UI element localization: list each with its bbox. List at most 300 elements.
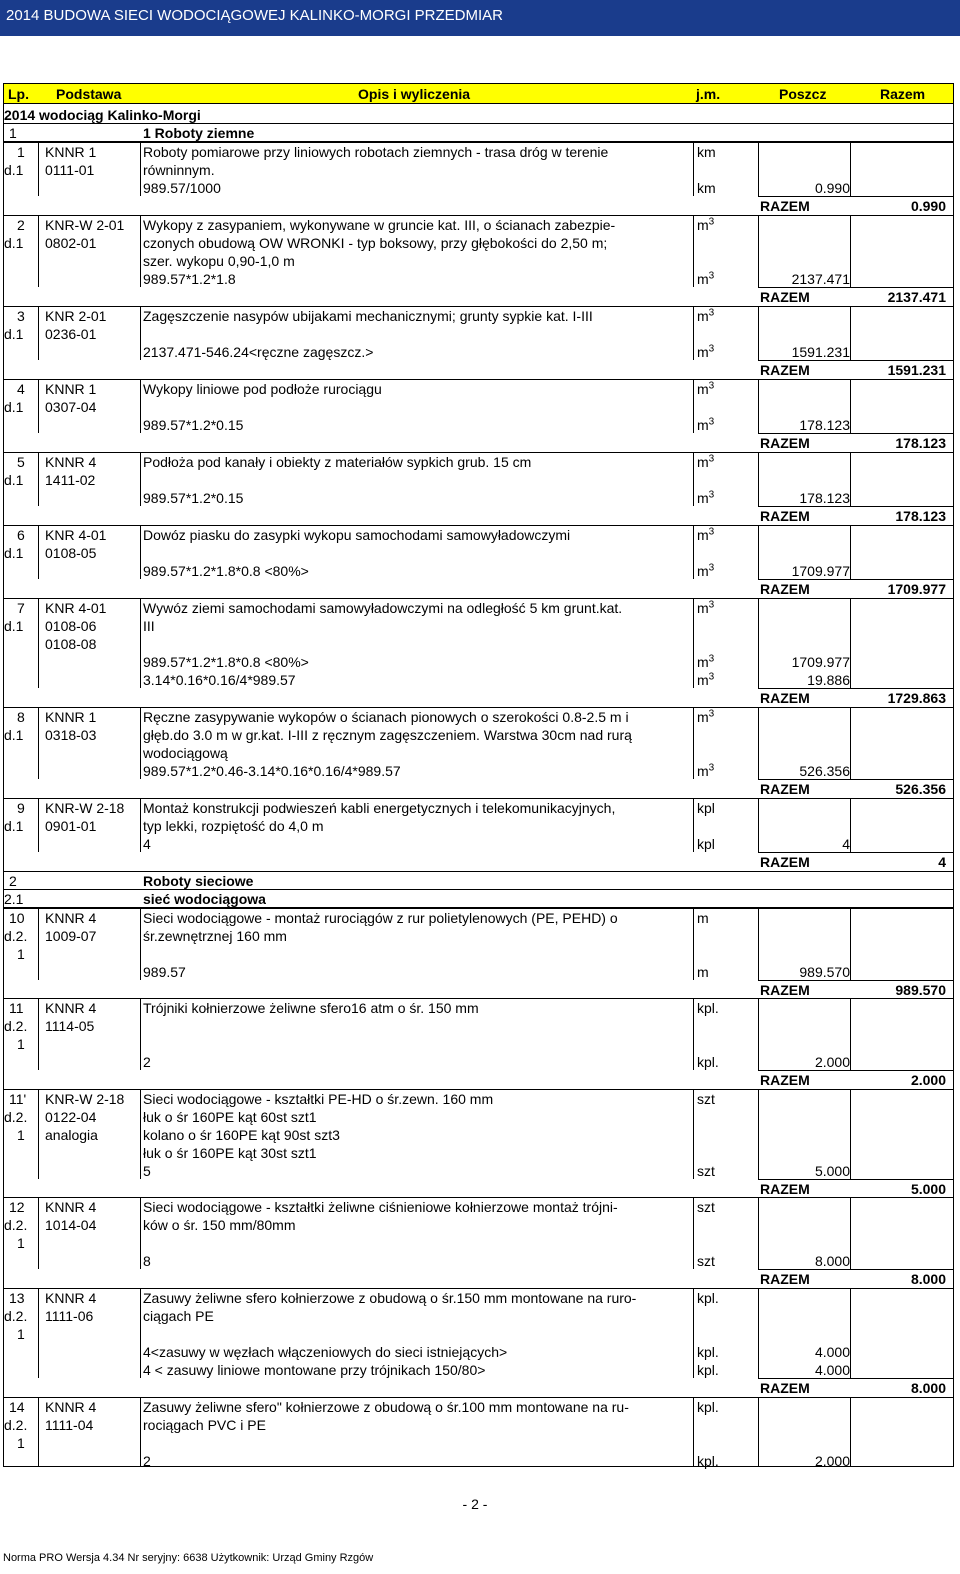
przedmiar-cell: głęb.do 3.0 m w gr.kat. I-III z ręcznym zagęszczeniem. Warstwa 30cm nad rurą bbox=[143, 727, 632, 743]
column-separator bbox=[850, 306, 851, 360]
column-separator bbox=[693, 707, 694, 779]
przedmiar-cell: 4.000 bbox=[814, 1362, 850, 1378]
razem-label: RAZEM bbox=[760, 854, 810, 870]
przedmiar-cell: 1 bbox=[17, 1235, 25, 1251]
razem-label: RAZEM bbox=[760, 1181, 810, 1197]
razem-separator bbox=[758, 688, 954, 689]
przedmiar-cell: $m^3$ bbox=[697, 671, 715, 688]
przedmiar-cell: 2137.471 bbox=[887, 289, 946, 305]
razem-label: RAZEM bbox=[760, 690, 810, 706]
przedmiar-cell: 11' bbox=[9, 1091, 27, 1107]
przedmiar-cell: 14 bbox=[9, 1399, 25, 1415]
column-separator bbox=[38, 1288, 39, 1378]
column-separator bbox=[693, 525, 694, 579]
razem-separator bbox=[758, 433, 954, 434]
razem-separator bbox=[758, 360, 954, 361]
przedmiar-cell: 10 bbox=[9, 910, 25, 926]
razem-label: RAZEM bbox=[760, 198, 810, 214]
przedmiar-cell: d.1 bbox=[4, 818, 24, 834]
przedmiar-cell: 2 bbox=[17, 217, 25, 233]
przedmiar-cell: szt bbox=[697, 1199, 715, 1215]
przedmiar-cell: Zagęszczenie nasypów ubijakami mechanicznymi; grunty sypkie kat. I-III bbox=[143, 308, 593, 324]
przedmiar-cell: Dowóz piasku do zasypki wykopu samochodami samowyładowczymi bbox=[143, 527, 571, 543]
row-separator bbox=[3, 1288, 954, 1289]
column-separator bbox=[850, 215, 851, 287]
column-separator bbox=[850, 908, 851, 980]
column-separator bbox=[850, 798, 851, 852]
column-separator bbox=[38, 1197, 39, 1269]
przedmiar-cell: 4 bbox=[17, 381, 25, 397]
razem-label: RAZEM bbox=[760, 362, 810, 378]
przedmiar-cell: 2 bbox=[143, 1453, 151, 1469]
column-header-podstawa: Podstawa bbox=[56, 86, 122, 102]
przedmiar-cell: kpl. bbox=[697, 1362, 719, 1378]
razem-label: RAZEM bbox=[760, 1380, 810, 1396]
przedmiar-cell: 989.57*1.2*1.8*0.8 <80%> bbox=[143, 563, 309, 579]
przedmiar-cell: 989.57/1000 bbox=[143, 180, 221, 196]
column-separator bbox=[850, 598, 851, 688]
column-separator bbox=[758, 798, 759, 852]
przedmiar-cell: 1 bbox=[17, 144, 25, 160]
przedmiar-cell: 2.000 bbox=[814, 1453, 850, 1469]
przedmiar-cell: KNR-W 2-18 bbox=[45, 800, 125, 816]
column-separator bbox=[693, 379, 694, 433]
row-separator bbox=[3, 1397, 954, 1398]
column-separator bbox=[140, 215, 141, 287]
przedmiar-cell: kpl. bbox=[697, 1399, 719, 1415]
przedmiar-cell: 1111-04 bbox=[45, 1417, 94, 1433]
column-separator bbox=[693, 306, 694, 360]
row-separator bbox=[3, 998, 954, 999]
column-separator bbox=[38, 798, 39, 852]
document-title: 2014 BUDOWA SIECI WODOCIĄGOWEJ KALINKO-MORGI PRZEDMIAR bbox=[6, 7, 504, 24]
przedmiar-cell: 0901-01 bbox=[45, 818, 97, 834]
przedmiar-cell: KNR-W 2-18 bbox=[45, 1091, 125, 1107]
przedmiar-cell: Zasuwy żeliwne sfero kołnierzowe z obudową o śr.150 mm montowane na ruro- bbox=[143, 1290, 637, 1306]
przedmiar-cell: 0.990 bbox=[814, 180, 850, 196]
przedmiar-cell: KNNR 4 bbox=[45, 1000, 97, 1016]
column-separator bbox=[693, 452, 694, 506]
column-separator bbox=[693, 998, 694, 1070]
przedmiar-cell: 8.000 bbox=[910, 1271, 946, 1287]
przedmiar-cell: 2.1 bbox=[4, 891, 24, 907]
przedmiar-cell: kpl bbox=[697, 836, 715, 852]
przedmiar-cell: $m^3$ bbox=[697, 416, 715, 433]
column-separator bbox=[758, 707, 759, 779]
przedmiar-cell: $m^3$ bbox=[697, 762, 715, 779]
przedmiar-cell: 1014-04 bbox=[45, 1217, 97, 1233]
przedmiar-cell: d.1 bbox=[4, 162, 24, 178]
przedmiar-cell: 12 bbox=[9, 1199, 25, 1215]
column-separator bbox=[850, 452, 851, 506]
przedmiar-cell: Podłoża pod kanały i obiekty z materiałów sypkich grub. 15 cm bbox=[143, 454, 532, 470]
przedmiar-cell: kpl. bbox=[697, 1344, 719, 1360]
column-separator bbox=[758, 142, 759, 196]
przedmiar-cell: d.1 bbox=[4, 399, 24, 415]
przedmiar-cell: $m^3$ bbox=[697, 526, 715, 543]
przedmiar-cell: kpl. bbox=[697, 1054, 719, 1070]
column-separator bbox=[693, 1089, 694, 1179]
przedmiar-cell: d.1 bbox=[4, 727, 24, 743]
przedmiar-cell: Sieci wodociągowe - montaż rurociągów z rur polietylenowych (PE, PEHD) o bbox=[143, 910, 618, 926]
column-separator bbox=[38, 525, 39, 579]
przedmiar-cell: 6 bbox=[17, 527, 25, 543]
column-separator bbox=[693, 1288, 694, 1378]
przedmiar-cell: łuk o śr 160PE kąt 60st szt1 bbox=[143, 1109, 317, 1125]
przedmiar-cell: 1 bbox=[17, 1435, 25, 1451]
column-separator bbox=[140, 1397, 141, 1466]
razem-label: RAZEM bbox=[760, 581, 810, 597]
razem-separator bbox=[758, 980, 954, 981]
razem-label: RAZEM bbox=[760, 781, 810, 797]
przedmiar-cell: 5 bbox=[143, 1163, 151, 1179]
column-separator bbox=[140, 908, 141, 980]
przedmiar-cell: KNR 2-01 bbox=[45, 308, 107, 324]
column-separator bbox=[758, 998, 759, 1070]
przedmiar-cell: szt bbox=[697, 1091, 715, 1107]
razem-separator bbox=[758, 1179, 954, 1180]
przedmiar-cell: Wykopy z zasypaniem, wykonywane w gruncie kat. III, o ścianach zabezpie- bbox=[143, 217, 616, 233]
column-separator bbox=[140, 998, 141, 1070]
przedmiar-cell: 2137.471 bbox=[791, 271, 850, 287]
column-separator bbox=[693, 798, 694, 852]
przedmiar-cell: $m^3$ bbox=[697, 562, 715, 579]
przedmiar-cell: równinnym. bbox=[143, 162, 215, 178]
przedmiar-cell: Sieci wodociągowe - kształtki żeliwne ciśnieniowe kołnierzowe montaż trójni- bbox=[143, 1199, 618, 1215]
przedmiar-cell: 178.123 bbox=[895, 508, 946, 524]
przedmiar-cell: 2 bbox=[9, 873, 17, 889]
przedmiar-cell: 989.570 bbox=[799, 964, 850, 980]
przedmiar-cell: 2.000 bbox=[910, 1072, 946, 1088]
przedmiar-cell: Wykopy liniowe pod podłoże rurociągu bbox=[143, 381, 382, 397]
przedmiar-cell: 526.356 bbox=[799, 763, 850, 779]
table-header-row bbox=[3, 83, 954, 104]
column-separator bbox=[693, 215, 694, 287]
przedmiar-cell: 989.57*1.2*1.8 bbox=[143, 271, 236, 287]
column-separator bbox=[850, 1089, 851, 1179]
przedmiar-cell: $m^3$ bbox=[697, 599, 715, 616]
page-number: - 2 - bbox=[462, 1496, 488, 1512]
row-separator bbox=[3, 306, 954, 307]
przedmiar-cell: 1111-06 bbox=[45, 1308, 94, 1324]
przedmiar-cell: 1 bbox=[9, 125, 17, 141]
przedmiar-cell: KNNR 4 bbox=[45, 1399, 97, 1415]
przedmiar-cell: 5 bbox=[17, 454, 25, 470]
przedmiar-cell: KNNR 4 bbox=[45, 1199, 97, 1215]
column-separator bbox=[38, 598, 39, 688]
przedmiar-cell: Wywóz ziemi samochodami samowyładowczymi na odległość 5 km grunt.kat. bbox=[143, 600, 623, 616]
column-separator bbox=[140, 306, 141, 360]
column-separator bbox=[140, 598, 141, 688]
przedmiar-cell: $m^3$ bbox=[697, 708, 715, 725]
przedmiar-cell: kolano o śr 160PE kąt 90st szt3 bbox=[143, 1127, 340, 1143]
row-separator bbox=[3, 707, 954, 708]
section-separator bbox=[3, 141, 954, 142]
przedmiar-cell: 989.57 bbox=[143, 964, 186, 980]
przedmiar-cell: KNR 4-01 bbox=[45, 527, 107, 543]
column-separator bbox=[758, 1089, 759, 1179]
column-header-lp: Lp. bbox=[8, 86, 29, 102]
przedmiar-cell: rociągach PVC i PE bbox=[143, 1417, 266, 1433]
przedmiar-cell: ciągach PE bbox=[143, 1308, 214, 1324]
column-separator bbox=[38, 215, 39, 287]
przedmiar-cell: m bbox=[697, 964, 709, 980]
razem-label: RAZEM bbox=[760, 289, 810, 305]
przedmiar-cell: 1 bbox=[17, 1036, 25, 1052]
przedmiar-cell: d.1 bbox=[4, 545, 24, 561]
przedmiar-cell: 1 bbox=[17, 946, 25, 962]
przedmiar-cell: 1 bbox=[17, 1127, 25, 1143]
przedmiar-cell: d.1 bbox=[4, 326, 24, 342]
przedmiar-cell: $m^3$ bbox=[697, 453, 715, 470]
przedmiar-cell: typ lekki, rozpiętość do 4,0 m bbox=[143, 818, 324, 834]
przedmiar-cell: KNNR 4 bbox=[45, 910, 97, 926]
razem-separator bbox=[758, 1466, 954, 1467]
razem-label: RAZEM bbox=[760, 1271, 810, 1287]
przedmiar-cell: 2014 wodociąg Kalinko-Morgi bbox=[4, 107, 201, 123]
przedmiar-cell: 4.000 bbox=[814, 1344, 850, 1360]
column-separator bbox=[38, 142, 39, 196]
row-separator bbox=[3, 1089, 954, 1090]
column-separator bbox=[758, 1197, 759, 1269]
przedmiar-cell: KNNR 4 bbox=[45, 1290, 97, 1306]
przedmiar-cell: d.2. bbox=[4, 1308, 28, 1324]
przedmiar-cell: 0108-06 bbox=[45, 618, 97, 634]
przedmiar-cell: 7 bbox=[17, 600, 25, 616]
przedmiar-cell: 1709.977 bbox=[791, 654, 850, 670]
section-separator bbox=[3, 871, 954, 872]
przedmiar-cell: 0111-01 bbox=[45, 162, 95, 178]
razem-separator bbox=[758, 1070, 954, 1071]
przedmiar-cell: KNR-W 2-01 bbox=[45, 217, 125, 233]
column-separator bbox=[758, 379, 759, 433]
przedmiar-cell: m bbox=[697, 910, 709, 926]
przedmiar-cell: czonych obudową OW WRONKI - typ boksowy, przy głębokości do 2,50 m; bbox=[143, 235, 608, 251]
column-separator bbox=[38, 1089, 39, 1179]
przedmiar-cell: 4<zasuwy w węzłach włączeniowych do sieci istniejących> bbox=[143, 1344, 508, 1360]
przedmiar-cell: 178.123 bbox=[799, 490, 850, 506]
column-separator bbox=[38, 1397, 39, 1466]
przedmiar-cell: $m^3$ bbox=[697, 270, 715, 287]
przedmiar-cell: kpl. bbox=[697, 1290, 719, 1306]
przedmiar-cell: kpl. bbox=[697, 1453, 719, 1469]
przedmiar-cell: 178.123 bbox=[895, 435, 946, 451]
column-separator bbox=[758, 215, 759, 287]
przedmiar-cell: $m^3$ bbox=[697, 307, 715, 324]
row-separator bbox=[3, 525, 954, 526]
przedmiar-cell: 178.123 bbox=[799, 417, 850, 433]
przedmiar-cell: 989.570 bbox=[895, 982, 946, 998]
column-separator bbox=[758, 306, 759, 360]
razem-label: RAZEM bbox=[760, 508, 810, 524]
column-separator bbox=[140, 1288, 141, 1378]
przedmiar-cell: d.2. bbox=[4, 1109, 28, 1125]
razem-separator bbox=[758, 852, 954, 853]
przedmiar-cell: szer. wykopu 0,90-1,0 m bbox=[143, 253, 295, 269]
przedmiar-cell: 3 bbox=[17, 308, 25, 324]
przedmiar-cell: 8 bbox=[17, 709, 25, 725]
row-separator bbox=[3, 598, 954, 599]
przedmiar-cell: 989.57*1.2*0.46-3.14*0.16*0.16/4*989.57 bbox=[143, 763, 401, 779]
razem-separator bbox=[758, 1378, 954, 1379]
column-separator bbox=[850, 142, 851, 196]
przedmiar-cell: 19.886 bbox=[807, 672, 850, 688]
przedmiar-cell: 4 < zasuwy liniowe montowane przy trójnikach 150/80> bbox=[143, 1362, 486, 1378]
przedmiar-cell: 13 bbox=[9, 1290, 25, 1306]
column-separator bbox=[140, 452, 141, 506]
footer-text: Norma PRO Wersja 4.34 Nr seryjny: 6638 Użytkownik: Urząd Gminy Rzgów bbox=[3, 1552, 374, 1564]
column-header-poszcz: Poszcz bbox=[779, 86, 827, 102]
przedmiar-cell: 526.356 bbox=[895, 781, 946, 797]
przedmiar-cell: KNNR 4 bbox=[45, 454, 97, 470]
razem-separator bbox=[758, 579, 954, 580]
row-separator bbox=[3, 379, 954, 380]
przedmiar-cell: d.1 bbox=[4, 618, 24, 634]
przedmiar-cell: 2137.471-546.24<ręczne zagęszcz.> bbox=[143, 344, 374, 360]
przedmiar-cell: Montaż konstrukcji podwieszeń kabli energetycznych i telekomunikacyjnych, bbox=[143, 800, 616, 816]
column-separator bbox=[140, 798, 141, 852]
przedmiar-cell: szt bbox=[697, 1253, 715, 1269]
przedmiar-cell: KNNR 1 bbox=[45, 144, 97, 160]
column-separator bbox=[850, 707, 851, 779]
section-separator bbox=[3, 889, 954, 890]
przedmiar-cell: km bbox=[697, 180, 716, 196]
przedmiar-cell: 4 bbox=[143, 836, 151, 852]
przedmiar-cell: Roboty pomiarowe przy liniowych robotach ziemnych - trasa dróg w terenie bbox=[143, 144, 609, 160]
przedmiar-cell: 0236-01 bbox=[45, 326, 97, 342]
column-separator bbox=[758, 598, 759, 688]
column-separator bbox=[38, 452, 39, 506]
column-separator bbox=[850, 998, 851, 1070]
przedmiar-cell: 0.990 bbox=[910, 198, 946, 214]
przedmiar-cell: $m^3$ bbox=[697, 489, 715, 506]
przedmiar-cell: KNNR 1 bbox=[45, 709, 97, 725]
column-separator bbox=[140, 1089, 141, 1179]
przedmiar-cell: 5.000 bbox=[814, 1163, 850, 1179]
przedmiar-cell: km bbox=[697, 144, 716, 160]
column-separator bbox=[850, 1397, 851, 1466]
przedmiar-cell: 0122-04 bbox=[45, 1109, 97, 1125]
przedmiar-cell: d.2. bbox=[4, 928, 28, 944]
przedmiar-cell: śr.zewnętrznej 160 mm bbox=[143, 928, 287, 944]
przedmiar-cell: KNR 4-01 bbox=[45, 600, 107, 616]
przedmiar-cell: $m^3$ bbox=[697, 380, 715, 397]
column-header-jm: j.m. bbox=[696, 86, 721, 102]
razem-separator bbox=[758, 779, 954, 780]
przedmiar-cell: 5.000 bbox=[910, 1181, 946, 1197]
przedmiar-cell: kpl. bbox=[697, 1000, 719, 1016]
column-separator bbox=[850, 1197, 851, 1269]
column-separator bbox=[758, 908, 759, 980]
przedmiar-cell: d.1 bbox=[4, 235, 24, 251]
przedmiar-cell: Trójniki kołnierzowe żeliwne sfero16 atm o śr. 150 mm bbox=[143, 1000, 479, 1016]
column-separator bbox=[140, 1197, 141, 1269]
przedmiar-cell: 1009-07 bbox=[45, 928, 97, 944]
przedmiar-cell: Sieci wodociągowe - kształtki PE-HD o śr.zewn. 160 mm bbox=[143, 1091, 494, 1107]
przedmiar-cell: 8.000 bbox=[814, 1253, 850, 1269]
row-separator bbox=[3, 1197, 954, 1198]
przedmiar-cell: 8.000 bbox=[910, 1380, 946, 1396]
przedmiar-cell: 0307-04 bbox=[45, 399, 97, 415]
przedmiar-cell: 1729.863 bbox=[887, 690, 946, 706]
column-separator bbox=[38, 306, 39, 360]
przedmiar-cell: $m^3$ bbox=[697, 653, 715, 670]
przedmiar-cell: $m^3$ bbox=[697, 343, 715, 360]
przedmiar-cell: d.2. bbox=[4, 1417, 28, 1433]
przedmiar-cell: łuk o śr 160PE kąt 30st szt1 bbox=[143, 1145, 317, 1161]
column-separator bbox=[693, 1397, 694, 1466]
section-separator bbox=[3, 123, 954, 124]
row-separator bbox=[3, 798, 954, 799]
przedmiar-cell: 989.57*1.2*0.15 bbox=[143, 417, 244, 433]
column-separator bbox=[38, 379, 39, 433]
przedmiar-cell: Zasuwy żeliwne sfero" kołnierzowe z obudową o śr.100 mm montowane na ru- bbox=[143, 1399, 629, 1415]
przedmiar-cell: 0108-08 bbox=[45, 636, 97, 652]
razem-label: RAZEM bbox=[760, 435, 810, 451]
razem-separator bbox=[758, 196, 954, 197]
przedmiar-cell: 1411-02 bbox=[45, 472, 96, 488]
column-header-razem: Razem bbox=[880, 86, 926, 102]
przedmiar-cell: 1591.231 bbox=[887, 362, 946, 378]
row-separator bbox=[3, 452, 954, 453]
column-separator bbox=[140, 142, 141, 196]
column-separator bbox=[758, 1288, 759, 1378]
column-separator bbox=[693, 142, 694, 196]
przedmiar-cell: Roboty sieciowe bbox=[143, 873, 254, 889]
column-separator bbox=[140, 379, 141, 433]
razem-separator bbox=[758, 506, 954, 507]
przedmiar-cell: wodociągową bbox=[143, 745, 228, 761]
column-separator bbox=[758, 1397, 759, 1466]
razem-separator bbox=[758, 287, 954, 288]
section-separator bbox=[3, 907, 954, 908]
przedmiar-cell: 989.57*1.2*1.8*0.8 <80%> bbox=[143, 654, 309, 670]
przedmiar-cell: 1 bbox=[17, 1326, 25, 1342]
przedmiar-cell: Ręczne zasypywanie wykopów o ścianach pionowych o szerokości 0.8-2.5 m i bbox=[143, 709, 629, 725]
przedmiar-cell: 0108-05 bbox=[45, 545, 97, 561]
row-separator bbox=[3, 908, 954, 909]
przedmiar-cell: 0318-03 bbox=[45, 727, 97, 743]
przedmiar-cell: 1591.231 bbox=[791, 344, 850, 360]
przedmiar-cell: 8 bbox=[143, 1253, 151, 1269]
przedmiar-cell: analogia bbox=[45, 1127, 98, 1143]
przedmiar-cell: 3.14*0.16*0.16/4*989.57 bbox=[143, 672, 296, 688]
razem-label: RAZEM bbox=[760, 982, 810, 998]
przedmiar-cell: sieć wodociągowa bbox=[143, 891, 266, 907]
row-separator bbox=[3, 142, 954, 143]
przedmiar-cell: kpl bbox=[697, 800, 715, 816]
title-bar bbox=[0, 0, 960, 36]
przedmiar-cell: 1 Roboty ziemne bbox=[143, 125, 255, 141]
column-separator bbox=[850, 379, 851, 433]
przedmiar-cell: d.1 bbox=[4, 472, 24, 488]
column-separator bbox=[758, 525, 759, 579]
przedmiar-cell: 0802-01 bbox=[45, 235, 97, 251]
razem-label: RAZEM bbox=[760, 1072, 810, 1088]
column-separator bbox=[693, 908, 694, 980]
przedmiar-cell: 4 bbox=[938, 854, 946, 870]
column-separator bbox=[850, 525, 851, 579]
przedmiar-cell: 1114-05 bbox=[45, 1018, 95, 1034]
column-separator bbox=[693, 598, 694, 688]
przedmiar-cell: 2 bbox=[143, 1054, 151, 1070]
przedmiar-cell: 2.000 bbox=[814, 1054, 850, 1070]
przedmiar-cell: 9 bbox=[17, 800, 25, 816]
przedmiar-cell: 1709.977 bbox=[791, 563, 850, 579]
row-separator bbox=[3, 215, 954, 216]
column-separator bbox=[693, 1197, 694, 1269]
column-header-opis: Opis i wyliczenia bbox=[358, 86, 471, 102]
